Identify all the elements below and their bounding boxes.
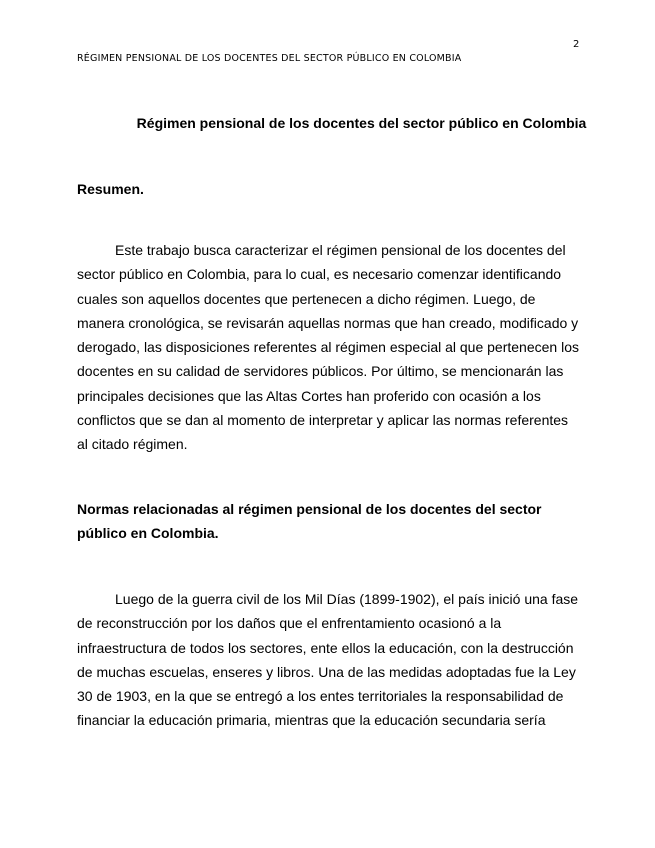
paragraph-line: sector público en Colombia, para lo cual, es necesario comenzar identificando	[77, 266, 562, 283]
paragraph-line: infraestructura de todos los sectores, ente ellos la educación, con la destrucción	[77, 639, 574, 656]
paragraph-line: cuales son aquellos docentes que pertenecen a dicho régimen. Luego, de	[77, 290, 536, 307]
paragraph-line: derogado, las disposiciones referentes al régimen especial al que pertenecen los	[77, 339, 579, 356]
paragraph-line: docentes en su calidad de servidores públicos. Por último, se mencionarán las	[77, 363, 564, 380]
paragraph-line: de muchas escuelas, enseres y libros. Una de las medidas adoptadas fue la Ley	[77, 663, 576, 680]
paragraph-line: Este trabajo busca caracterizar el régimen pensional de los docentes del	[115, 242, 566, 258]
paragraph-line: Luego de la guerra civil de los Mil Días (1899-1902), el país inició una fase	[115, 591, 579, 607]
paragraph-line: 30 de 1903, en la que se entregó a los entes territoriales la responsabilidad de	[77, 688, 564, 705]
paragraph-line: conflictos que se dan al momento de interpretar y aplicar las normas referentes	[77, 412, 569, 429]
section-heading-line: público en Colombia.	[77, 525, 219, 542]
paragraph-line: manera cronológica, se revisarán aquellas normas que han creado, modificado y	[77, 314, 579, 331]
paragraph-line: de reconstrucción por los daños que el enfrentamiento ocasionó a la	[77, 615, 502, 632]
running-head: RÉGIMEN PENSIONAL DE LOS DOCENTES DEL SECTOR PÚBLICO EN COLOMBIA	[77, 53, 462, 64]
paragraph-line: principales decisiones que las Altas Cortes han proferido con ocasión a los	[77, 387, 541, 404]
paragraph-line: financiar la educación primaria, mientras que la educación secundaria sería	[77, 712, 546, 729]
section-heading	[77, 497, 577, 546]
paragraph-line: al citado régimen.	[77, 436, 188, 453]
document-title: Régimen pensional de los docentes del sector público en Colombia	[136, 115, 587, 131]
section-heading-line: Normas relacionadas al régimen pensional de los docentes del sector	[77, 501, 542, 517]
abstract-heading: Resumen.	[77, 181, 144, 197]
section-paragraph	[77, 587, 579, 733]
abstract-paragraph	[77, 238, 579, 457]
page-number: 2	[573, 39, 580, 50]
